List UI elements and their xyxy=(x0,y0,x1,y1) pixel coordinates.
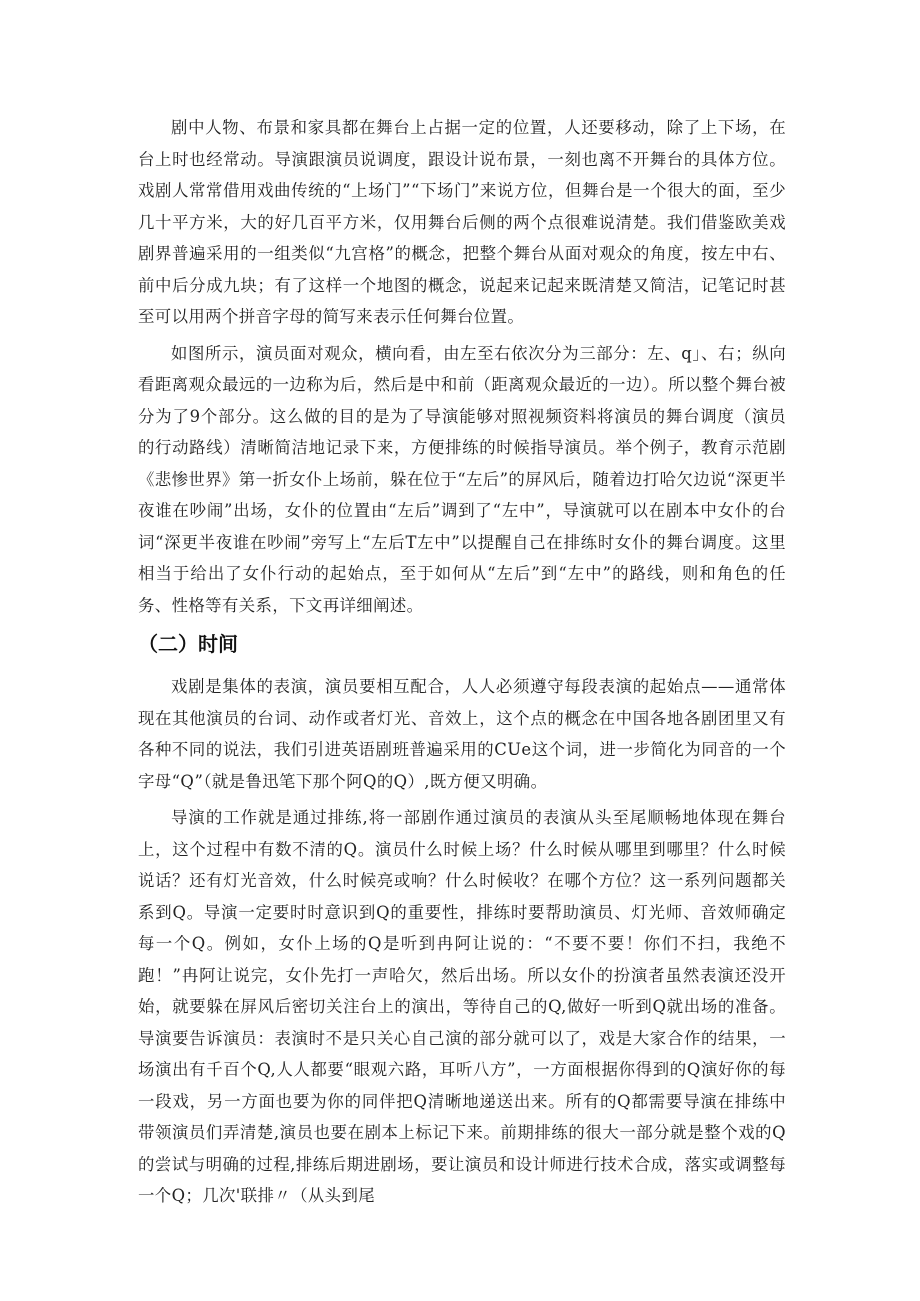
body-paragraph-nine-grid-example: 如图所示，演员面对观众，横向看，由左至右依次分为三部分：左、q」、右；纵向看距离观众最远的一边称为后，然后是中和前（距离观众最近的一边）。所以整个舞台被分为了9个部分。这么做的目的是为了导演能够对照视频资料将演员的舞台调度（演员的行动路线）清晰简洁地记录下来，方便排练的时候指导演员。举个例子，教育示范剧《悲惨世界》第一折女仆上场前，躲在位于“左后”的屏风后，随着边打哈欠边说“深更半夜谁在吵闹”出场，女仆的位置由“左后”调到了“左中”，导演就可以在剧本中女仆的台词“深更半夜谁在吵闹”旁写上“左后T左中”以提醒自己在排练时女仆的舞台调度。这里相当于给出了女仆行动的起始点，至于如何从“左后”到“左中”的路线，则和角色的任务、性格等有关系，下文再详细阐述。 xyxy=(138,343,786,615)
section-heading-time: （二）时间 xyxy=(138,632,238,656)
body-paragraph-cue-definition: 戏剧是集体的表演，演员要相互配合，人人必须遵守每段表演的起始点——通常体现在其他演员的台词、动作或者灯光、音效上，这个点的概念在中国各地各剧团里又有各种不同的说法，我们引进英语剧班普遍采用的CUe这个词，进一步简化为同音的一个字母“Q”（就是鲁迅笔下那个阿Q的Q）,既方便又明确。 xyxy=(138,677,786,791)
body-paragraph-director-cues: 导演的工作就是通过排练,将一部剧作通过演员的表演从头至尾顺畅地体现在舞台上，这个过程中有数不清的Q。演员什么时候上场？什么时候从哪里到哪里？什么时候说话？还有灯光音效，什么时候亮或响？什么时候收？在哪个方位？这一系列问题都关系到Q。导演一定要时时意识到Q的重要性，排练时要帮助演员、灯光师、音效师确定每一个Q。例如，女仆上场的Q是听到冉阿让说的：“不要不要！你们不扫，我绝不跑！”冉阿让说完，女仆先打一声哈欠，然后出场。所以女仆的扮演者虽然表演还没开始，就要躲在屏风后密切关注台上的演出，等待自己的Q,做好一听到Q就出场的准备。导演要告诉演员：表演时不是只关心自己演的部分就可以了，戏是大家合作的结果，一场演出有千百个Q,人人都要“眼观六路，耳听八方”，一方面根据你得到的Q演好你的每一段戏，另一方面也要为你的同伴把Q清晰地递送出来。所有的Q都需要导演在排练中带领演员们弄清楚,演员也要在剧本上标记下来。前期排练的很大一部分就是整个戏的Q的尝试与明确的过程,排练后期进剧场，要让演员和设计师进行技术合成，落实或调整每一个Q；几次'联排〃（从头到尾 xyxy=(138,808,786,1205)
body-paragraph-stage-positions: 剧中人物、布景和家具都在舞台上占据一定的位置，人还要移动，除了上下场，在台上时也经常动。导演跟演员说调度，跟设计说布景，一刻也离不开舞台的具体方位。戏剧人常常借用戏曲传统的“上场门”“下场门”来说方位，但舞台是一个很大的面，至少几十平方米，大的好几百平方米，仅用舞台后侧的两个点很难说清楚。我们借鉴欧美戏剧界普遍采用的一组类似“九宫格”的概念，把整个舞台从面对观众的角度，按左中右、前中后分成九块；有了这样一个地图的概念，说起来记起来既清楚又简洁，记笔记时甚至可以用两个拼音字母的简写来表示任何舞台位置。 xyxy=(138,118,786,326)
document-page xyxy=(138,112,786,1217)
